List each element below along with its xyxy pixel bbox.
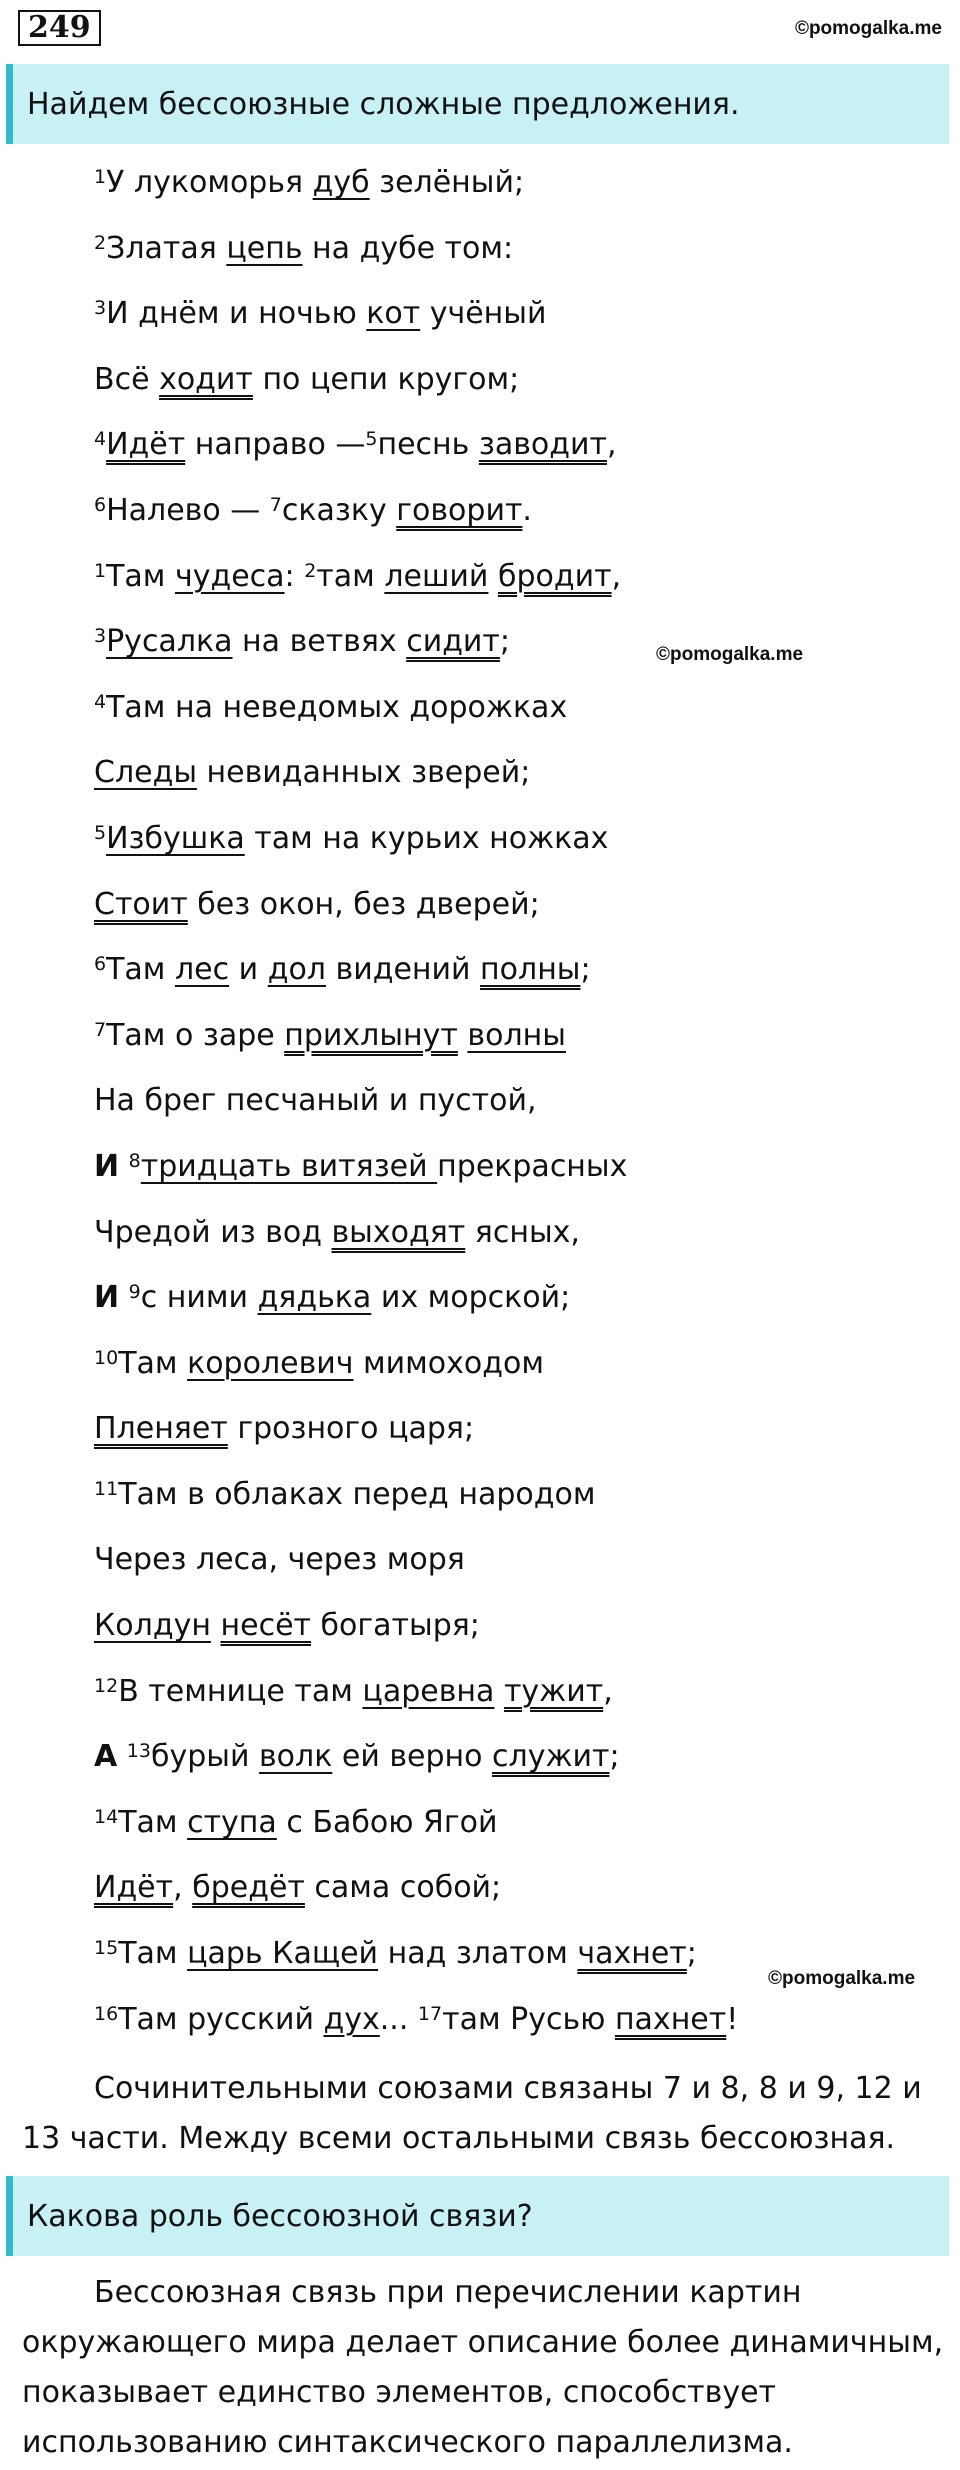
poem-text-segment: Там <box>106 558 175 594</box>
poem-line <box>94 281 944 347</box>
subject-word: волны <box>467 1017 566 1053</box>
poem-text-segment: там на курьих ножках <box>244 820 609 856</box>
poem-text-segment <box>117 1739 127 1774</box>
answer-text: Бессоюзная связь при перечислении картин окружающего мира делает описание более динамичным, показывает единство элементов, способствует использованию синтаксического параллелизма. <box>22 2275 944 2460</box>
poem-line <box>94 1724 944 1790</box>
poem-line <box>94 1396 944 1462</box>
poem-text-segment: сама собой; <box>304 1870 502 1906</box>
part-number: 4 <box>94 690 107 713</box>
poem-text-segment <box>119 1149 129 1184</box>
poem-line <box>94 1331 944 1397</box>
poem-text-segment: . <box>522 492 532 528</box>
poem-text-segment: без окон, без дверей; <box>187 886 540 922</box>
poem-text-segment: над златом <box>378 1936 578 1972</box>
poem-text-segment: ! <box>726 2001 739 2037</box>
watermark: ©pomogalka.me <box>794 18 942 39</box>
part-number: 2 <box>94 231 107 254</box>
poem-text-segment: Там русский <box>118 2001 324 2037</box>
poem-text-segment: И днём и ночью <box>106 296 367 332</box>
poem-text-segment: на дубе том: <box>302 230 514 266</box>
poem-line <box>94 216 944 282</box>
subject-word: Избушка <box>106 820 245 856</box>
poem-line <box>94 872 944 938</box>
subject-word: царь Кащей <box>187 1936 379 1972</box>
poem-text-segment <box>494 1674 504 1709</box>
poem-text-segment: Там <box>118 1804 188 1840</box>
subject-word: дух <box>323 2001 380 2037</box>
answer-paragraph <box>22 2268 952 2468</box>
poem-line <box>94 1134 944 1200</box>
predicate-word: ходит <box>159 361 253 397</box>
poem-text-segment: невиданных зверей; <box>197 755 531 791</box>
part-number: 6 <box>94 493 107 516</box>
part-number: 9 <box>128 1281 141 1304</box>
poem-text-segment: Там <box>106 952 175 988</box>
poem-line <box>94 1003 944 1069</box>
predicate-word: Пленяет <box>94 1411 228 1447</box>
conjunction-word: И <box>94 1148 120 1184</box>
predicate-word: несёт <box>220 1608 311 1644</box>
watermark: ©pomogalka.me <box>656 644 804 665</box>
predicate-word: сидит <box>406 624 500 660</box>
poem-text-segment: Там <box>118 1936 188 1972</box>
part-number: 2 <box>304 559 317 582</box>
poem-line <box>94 806 944 872</box>
poem-line <box>94 1593 944 1659</box>
poem-text-segment: и <box>229 952 268 988</box>
poem-text-segment: : <box>284 558 305 594</box>
question-heading <box>6 2176 949 2256</box>
part-number: 1 <box>94 166 107 188</box>
part-number: 3 <box>94 625 107 648</box>
poem-line <box>94 150 944 216</box>
predicate-word: полны <box>480 952 581 988</box>
part-number: 7 <box>269 493 282 516</box>
poem-text-segment: ; <box>686 1936 697 1972</box>
poem-text-segment: богатыря; <box>311 1608 480 1644</box>
subject-word: царевна <box>362 1673 495 1709</box>
conclusion-paragraph <box>22 2064 952 2164</box>
subject-word: дуб <box>312 165 370 200</box>
poem-text-segment: Через леса, через моря <box>94 1542 465 1578</box>
subject-word: кот <box>366 296 421 332</box>
poem-line <box>94 1200 944 1266</box>
poem-line <box>94 740 944 806</box>
poem-text-segment: видений <box>325 952 481 988</box>
predicate-word: бредёт <box>192 1870 305 1906</box>
predicate-word: прихлынут <box>284 1017 458 1053</box>
predicate-word: Идёт <box>106 427 186 463</box>
poem-text-segment <box>458 1018 468 1053</box>
predicate-word: Идёт <box>94 1870 174 1906</box>
poem-text-segment: Всё <box>94 361 160 397</box>
subject-word: Следы <box>94 755 198 791</box>
poem-text-segment: их морской; <box>371 1280 571 1316</box>
poem-text-segment: Там <box>118 1345 188 1381</box>
conjunction-word: А <box>94 1739 118 1775</box>
part-number: 6 <box>94 953 107 976</box>
poem-text-segment: , <box>173 1870 193 1906</box>
poem-line <box>94 937 944 1003</box>
poem-text-segment <box>488 559 498 594</box>
poem-text-segment: ; <box>499 624 511 660</box>
poem-text-segment: зелёный; <box>369 165 525 200</box>
poem-text-segment: ; <box>580 952 591 988</box>
part-number: 10 <box>94 1346 119 1369</box>
part-number: 13 <box>126 1740 151 1763</box>
poem-text-segment: с Бабою Ягой <box>276 1804 498 1840</box>
poem-text-segment: там Русью <box>442 2001 615 2037</box>
part-number: 17 <box>417 2002 443 2025</box>
task-number: 249 <box>18 10 101 46</box>
question-heading-text: Какова роль бессоюзной связи? <box>27 2198 533 2234</box>
poem-text-segment: бурый <box>150 1739 259 1775</box>
poem-line <box>94 1527 944 1593</box>
subject-word: волк <box>258 1739 333 1775</box>
predicate-word: заводит <box>478 427 607 463</box>
predicate-word: пахнет <box>614 2001 727 2037</box>
poem-text-segment: , <box>606 427 617 463</box>
subject-word: Колдун <box>94 1608 211 1644</box>
predicate-word: чахнет <box>577 1936 687 1972</box>
part-number: 15 <box>94 1937 119 1960</box>
poem-text-segment: , <box>603 1673 613 1709</box>
part-number: 4 <box>94 428 107 451</box>
predicate-word: выходят <box>331 1214 466 1250</box>
subject-word: цепь <box>226 230 303 266</box>
part-number: 5 <box>94 821 107 844</box>
subject-word: Русалка <box>106 624 233 660</box>
poem-line <box>94 544 944 610</box>
subject-word: чудеса <box>174 558 285 594</box>
section-heading <box>6 64 949 144</box>
poem-line <box>94 478 944 544</box>
poem-line <box>94 412 944 478</box>
poem-text-segment: У лукоморья <box>106 165 313 200</box>
poem-text-segment: Налево — <box>106 492 270 528</box>
poem-text-segment: направо — <box>185 427 366 463</box>
poem-text-segment: ей верно <box>332 1739 493 1775</box>
poem-text-segment: В темнице там <box>118 1673 363 1709</box>
section-heading-text: Найдем бессоюзные сложные предложения. <box>27 86 740 122</box>
poem-text-segment: по цепи кругом; <box>252 361 520 397</box>
poem-text-segment: сказку <box>281 492 397 528</box>
poem-text-segment: учёный <box>420 296 547 332</box>
poem-text-segment: Там о заре <box>106 1017 285 1053</box>
poem-line <box>94 1462 944 1528</box>
poem-line <box>94 1855 944 1921</box>
poem-text-segment: Там в облаках перед народом <box>118 1476 596 1512</box>
poem-text-segment: На брег песчаный и пустой, <box>94 1083 537 1119</box>
poem-text-segment: прекрасных <box>437 1148 628 1184</box>
poem-line <box>94 1790 944 1856</box>
poem-text-segment: с ними <box>140 1280 258 1316</box>
conjunction-word: И <box>94 1280 120 1316</box>
subject-word: леший <box>384 558 489 594</box>
conclusion-text: Сочинительными союзами связаны 7 и 8, 8 и 9, 12 и 13 части. Между всеми остальными связь бессоюзная. <box>22 2071 922 2156</box>
predicate-word: служит <box>492 1739 610 1775</box>
poem-text-segment: ... <box>379 2001 418 2037</box>
subject-word: королевич <box>187 1345 354 1381</box>
poem-text <box>94 150 944 2052</box>
part-number: 5 <box>365 428 378 451</box>
predicate-word: говорит <box>396 492 523 528</box>
part-number: 14 <box>94 1805 119 1828</box>
predicate-word: Стоит <box>94 886 188 922</box>
watermark: ©pomogalka.me <box>768 1968 916 1989</box>
subject-word: дядька <box>257 1280 372 1316</box>
subject-word: тридцать витязей <box>140 1148 438 1184</box>
poem-text-segment <box>211 1608 221 1643</box>
poem-line <box>94 1659 944 1725</box>
part-number: 8 <box>128 1149 141 1172</box>
poem-text-segment: мимоходом <box>353 1345 544 1381</box>
poem-text-segment: Чредой из вод <box>94 1214 332 1250</box>
poem-line <box>94 675 944 741</box>
poem-line <box>94 347 944 413</box>
part-number: 16 <box>94 2002 119 2025</box>
poem-text-segment: Там на неведомых дорожках <box>106 689 568 725</box>
part-number: 11 <box>94 1477 119 1500</box>
poem-text-segment: песнь <box>377 427 479 463</box>
part-number: 3 <box>94 297 107 320</box>
subject-word: ступа <box>187 1804 277 1840</box>
part-number: 12 <box>94 1674 119 1697</box>
predicate-word: тужит <box>503 1673 604 1709</box>
part-number: 7 <box>94 1018 107 1041</box>
poem-text-segment <box>119 1280 129 1315</box>
poem-text-segment: ясных, <box>465 1214 580 1250</box>
poem-line <box>94 1987 944 2053</box>
subject-word: дол <box>267 952 326 988</box>
poem-line <box>94 1265 944 1331</box>
predicate-word: бродит <box>497 558 612 594</box>
poem-line <box>94 1068 944 1134</box>
part-number: 1 <box>94 559 107 582</box>
poem-text-segment: там <box>316 558 385 594</box>
poem-text-segment: ; <box>609 1739 620 1775</box>
subject-word: лес <box>174 952 230 988</box>
poem-text-segment: Златая <box>106 230 227 266</box>
poem-text-segment: на ветвях <box>232 624 407 660</box>
poem-text-segment: грозного царя; <box>227 1411 475 1447</box>
poem-text-segment: , <box>611 558 622 594</box>
poem-line <box>94 609 944 675</box>
